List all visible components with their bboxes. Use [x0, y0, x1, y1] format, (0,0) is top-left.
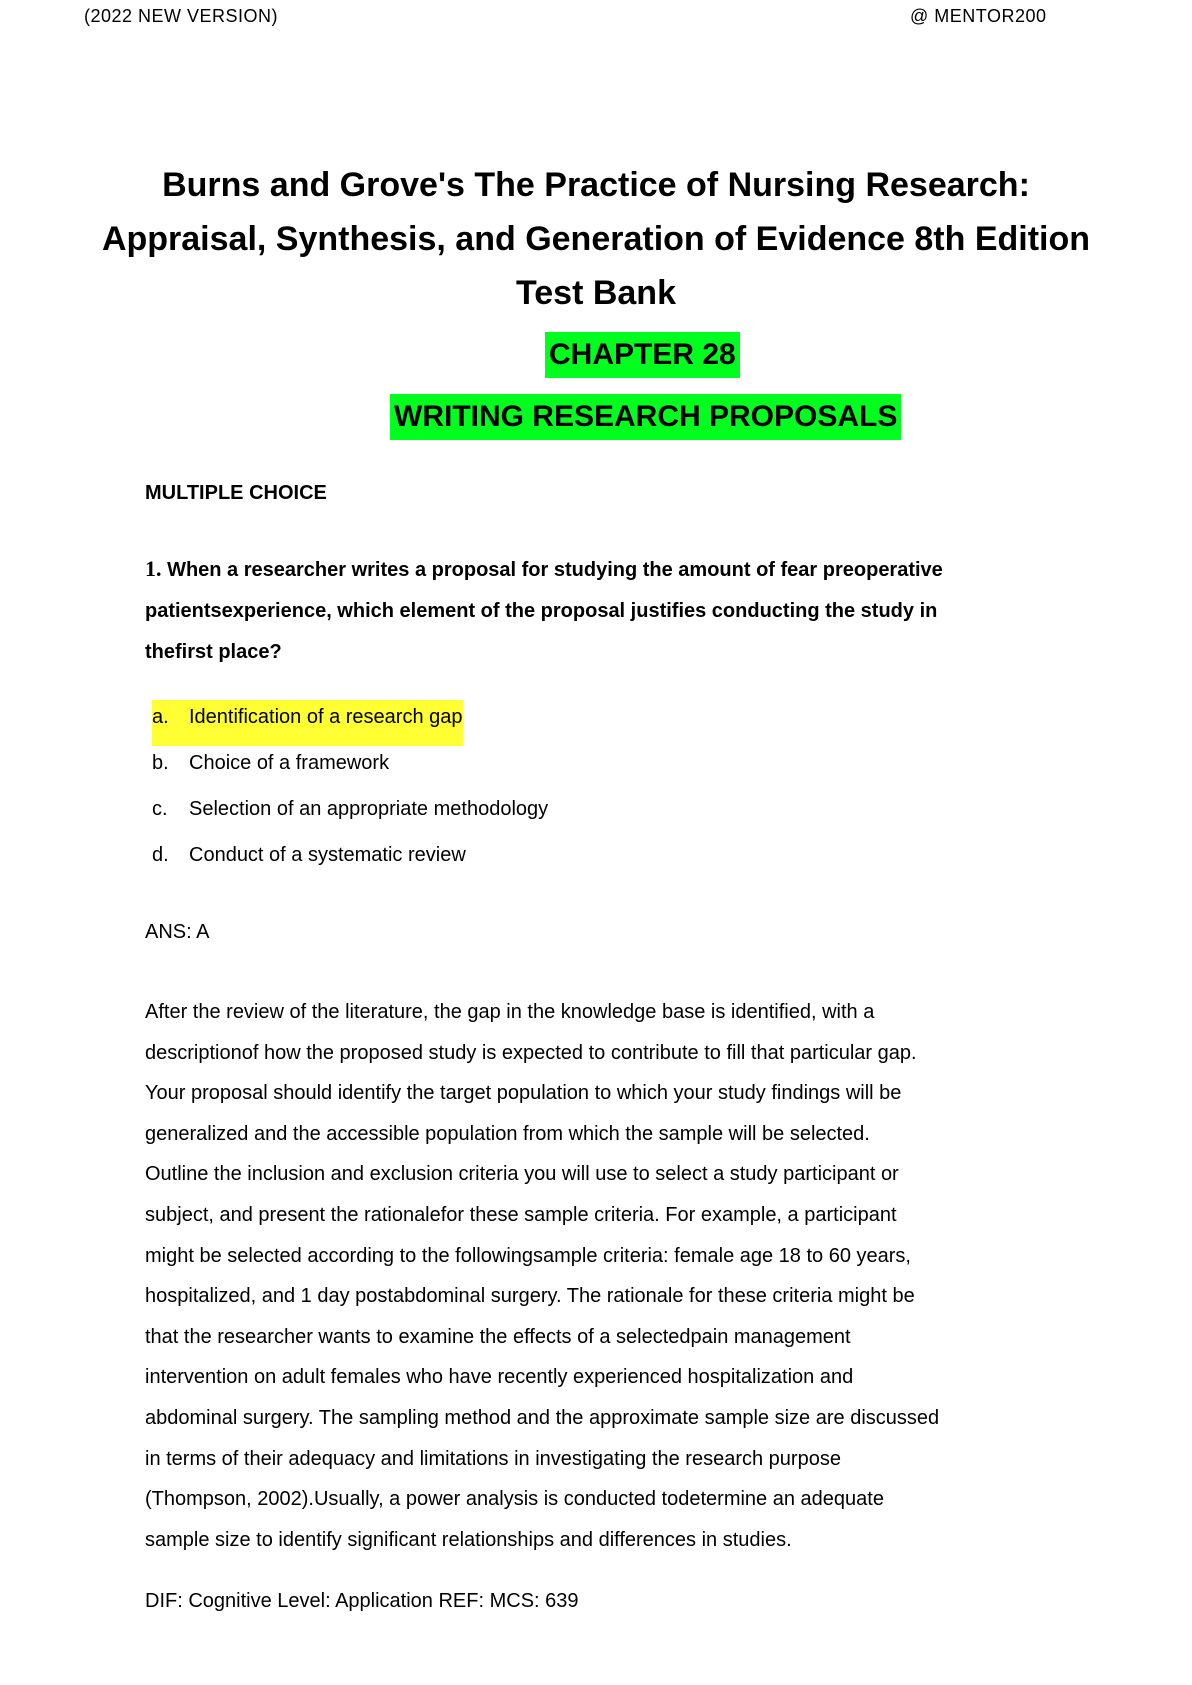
- option-b: [152, 746, 548, 792]
- section-heading: MULTIPLE CHOICE: [145, 482, 327, 504]
- rationale-line: After the review of the literature, the gap in the knowledge base is identified, with a: [145, 1001, 875, 1023]
- rationale-line: Outline the inclusion and exclusion criteria you will use to select a study participant or: [145, 1163, 899, 1186]
- option-letter: c.: [152, 798, 168, 820]
- rationale-line: might be selected according to the followingsample criteria: female age 18 to 60 years,: [145, 1244, 911, 1267]
- rationale-line: descriptionof how the proposed study is expected to contribute to fill that particular gap.: [145, 1041, 917, 1064]
- rationale-paragraph: [145, 992, 1045, 1560]
- option-text: Choice of a framework: [189, 752, 390, 774]
- rationale-line: generalized and the accessible population from which the sample will be selected.: [145, 1122, 870, 1145]
- option-a-highlight: [152, 700, 463, 746]
- question-line-1: 1. When a researcher writes a proposal for studying the amount of fear preoperative: [145, 556, 943, 581]
- rationale-line: subject, and present the rationalefor these sample criteria. For example, a participant: [145, 1203, 897, 1226]
- question-text: [145, 548, 1025, 673]
- rationale-line: hospitalized, and 1 day postabdominal surgery. The rationale for these criteria might be: [145, 1285, 915, 1308]
- rationale-line: sample size to identify significant relationships and differences in studies.: [145, 1528, 792, 1551]
- answer-key: ANS: A: [145, 921, 210, 943]
- option-text: Identification of a research gap: [189, 706, 463, 728]
- chapter-heading: CHAPTER 28: [545, 332, 740, 378]
- option-text: Conduct of a systematic review: [189, 844, 466, 866]
- header-right: @ MENTOR200: [910, 6, 1047, 26]
- option-d: [152, 838, 548, 884]
- rationale-line: in terms of their adequacy and limitations in investigating the research purpose: [145, 1447, 841, 1470]
- option-text: Selection of an appropriate methodology: [189, 798, 549, 820]
- title-line-2: Appraisal, Synthesis, and Generation of Evidence 8th Edition: [101, 220, 1091, 258]
- title-line-3: Test Bank: [516, 274, 676, 312]
- rationale-line: Your proposal should identify the target population to which your study findings will be: [145, 1082, 902, 1105]
- option-a: [152, 700, 548, 746]
- option-letter: a.: [152, 706, 169, 728]
- option-letter: b.: [152, 752, 169, 774]
- rationale-line: (Thompson, 2002).Usually, a power analysis is conducted todetermine an adequate: [145, 1488, 884, 1511]
- title-line-1: Burns and Grove's The Practice of Nursing Research:: [162, 166, 1030, 204]
- rationale-line: that the researcher wants to examine the effects of a selectedpain management: [145, 1325, 851, 1348]
- document-title: [60, 158, 1132, 320]
- rationale-line: abdominal surgery. The sampling method and the approximate sample size are discussed: [145, 1406, 940, 1429]
- answer-options: [152, 700, 548, 884]
- header-left: (2022 NEW VERSION): [84, 6, 279, 26]
- question-line-3: thefirst place?: [145, 641, 282, 663]
- option-c: [152, 792, 548, 838]
- difficulty-reference: DIF: Cognitive Level: Application REF: MCS: 639: [145, 1590, 579, 1612]
- option-letter: d.: [152, 844, 169, 866]
- chapter-title: WRITING RESEARCH PROPOSALS: [390, 394, 901, 440]
- rationale-line: intervention on adult females who have recently experienced hospitalization and: [145, 1366, 854, 1389]
- question-line-2: patientsexperience, which element of the proposal justifies conducting the study in: [145, 600, 938, 622]
- question-number: 1.: [145, 556, 162, 581]
